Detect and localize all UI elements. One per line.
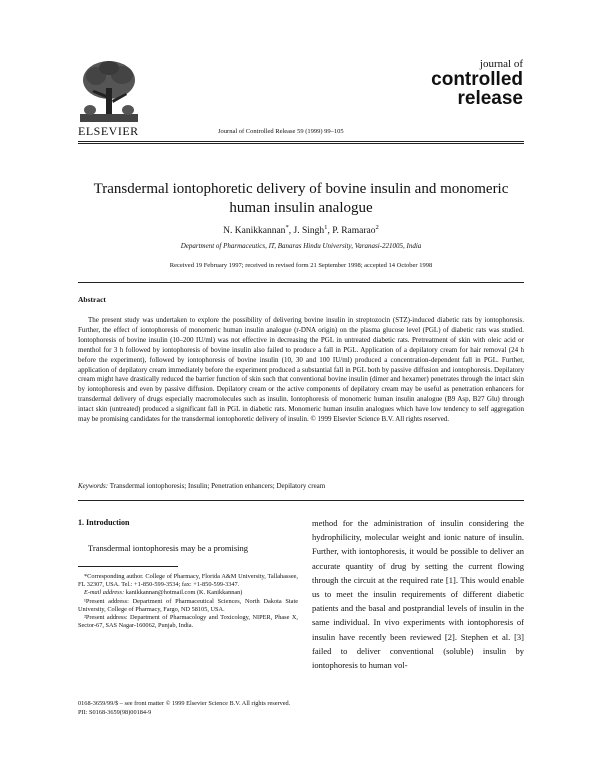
author-name: J. Singh — [293, 226, 325, 236]
footnote-2: ²Present address: Department of Pharmacology and Toxicology, NIPER, Phase X, Sector-67, SAS Nagar-160062, Punjab, India. — [78, 614, 298, 630]
author-name: P. Ramarao — [332, 226, 376, 236]
section-heading-introduction: 1. Introduction — [78, 518, 130, 527]
journal-logo — [408, 58, 523, 138]
journal-logo-line3: release — [457, 88, 523, 109]
publisher-name: ELSEVIER — [78, 124, 139, 138]
footnote-email — [78, 589, 298, 597]
footnote-corresponding: *Corresponding author. College of Pharmacy, Florida A&M University, Tallahassee, FL 32307, USA. Tel.: +1-850-599-3534; fax: +1-850-599-3347. — [78, 573, 298, 589]
journal-logo-line2: controlled — [431, 69, 523, 90]
keywords-label: Keywords: — [78, 482, 109, 490]
footnote-rule — [78, 566, 178, 567]
author-separator: , — [288, 226, 294, 236]
elsevier-tree-logo — [78, 58, 140, 128]
issn-line: 0168-3659/99/$ – see front matter © 1999 Elsevier Science B.V. All rights reserved. — [78, 700, 291, 707]
email-label: E-mail address: — [84, 589, 125, 597]
article-title: Transdermal iontophoretic delivery of bovine insulin and monomeric human insulin analogue — [93, 181, 509, 216]
author-affiliation: Department of Pharmaceutics, IT, Banaras Hindu University, Varanasi-221005, India — [180, 242, 422, 250]
keywords-list: Transdermal iontophoresis; Insulin; Penetration enhancers; Depilatory cream — [109, 482, 326, 490]
author-mark: * — [285, 223, 289, 231]
abstract-rule-top — [78, 282, 524, 283]
header-rule-bottom — [78, 143, 524, 144]
article-dates: Received 19 February 1997; received in revised form 21 September 1998; accepted 14 October 1998 — [169, 262, 433, 269]
journal-logo-line1: journal of — [479, 58, 523, 70]
introduction-right-column: method for the administration of insulin considering the hydrophilicity, molecular weight and ionic nature of insulin. Further, with iontophoresis, it would be possible to deliver an accurate quantity of drug by setting the current flowing through the circuit at the required rate [1]. This would enable us to meet the insulin requirements of different diabetic patients and the basal and postprandial levels of insulin in the same individual. In vivo experiments with iontophoresis of insulin have recently been reviewed [2]. Stephen et al. [3] failed to deliver conventional (soluble) insulin by iontophoresis to human vol- — [312, 518, 524, 671]
pii-line: PII: S0168-3659(98)00184-9 — [78, 708, 152, 716]
header-rule-top — [78, 141, 524, 142]
copyright-footer — [78, 700, 290, 717]
abstract-text: The present study was undertaken to explore the possibility of delivering bovine insulin in streptozocin (STZ)-induced diabetic rats by iontophoresis. Further, the effect of iontophoresis of monomeric human insulin analogue (r-DNA origin) on the plasma glucose level (PGL) of diabetic rats was studied. Iontophoresis of bovine insulin (10–200 IU/ml) was not effective in decreasing the PGL in untreated diabetic rats. Pretreatment of skin with oleic acid or menthol for 3 h followed by iontophoresis of bovine insulin also failed to produce a fall in PGL. Application of a depilatory cream for hair removal (24 h before the experiment), followed by iontophoresis of bovine insulin (10, 30 and 100 IU/ml) produced a concentration-dependent fall in PGL. Further, application of depilatory cream immediately before the experiment produced a substantial fall in PGL both by passive diffusion and iontophoresis. Depilatory cream might have drastically reduced the barrier function of skin such that conventional bovine insulin (dimer and hexamer) penetrates through the intact skin by iontophoresis and even by passive diffusion. Depilatory cream or the active components of depilatory cream may be useful as penetration enhancers for transdermal delivery of drugs especially macromolecules such as insulin. Iontophoresis of monomeric human insulin analogue (B9 Asp, B27 Glu) through intact skin (untreated) produced a significant fall in PGL in diabetic rats. Monomeric human insulin analogues which have low tendency to self aggregation may be promising candidates for the transdermal iontophoretic delivery of insulin. © 1999 Elsevier Science B.V. All rights reserved. — [78, 316, 524, 424]
author-name: N. Kanikkannan — [223, 226, 286, 236]
abstract-rule-bottom — [78, 500, 524, 501]
footnote-1: ¹Present address: Department of Pharmaceutical Sciences, North Dakota State University, College of Pharmacy, Fargo, ND 58105, USA. — [78, 597, 298, 613]
author-list — [78, 223, 524, 236]
journal-citation: Journal of Controlled Release 59 (1999) 99–105 — [218, 128, 344, 135]
email-address: kanikkannan@hotmail.com (K. Kanikkannan) — [124, 589, 243, 597]
author-separator: , — [327, 226, 333, 236]
author-mark: 1 — [324, 223, 328, 231]
abstract-heading: Abstract — [78, 295, 106, 304]
footnotes — [78, 573, 298, 630]
author-mark: 2 — [375, 223, 379, 231]
introduction-left-column: Transdermal iontophoresis may be a promising — [88, 543, 248, 553]
keywords-line — [78, 482, 524, 490]
